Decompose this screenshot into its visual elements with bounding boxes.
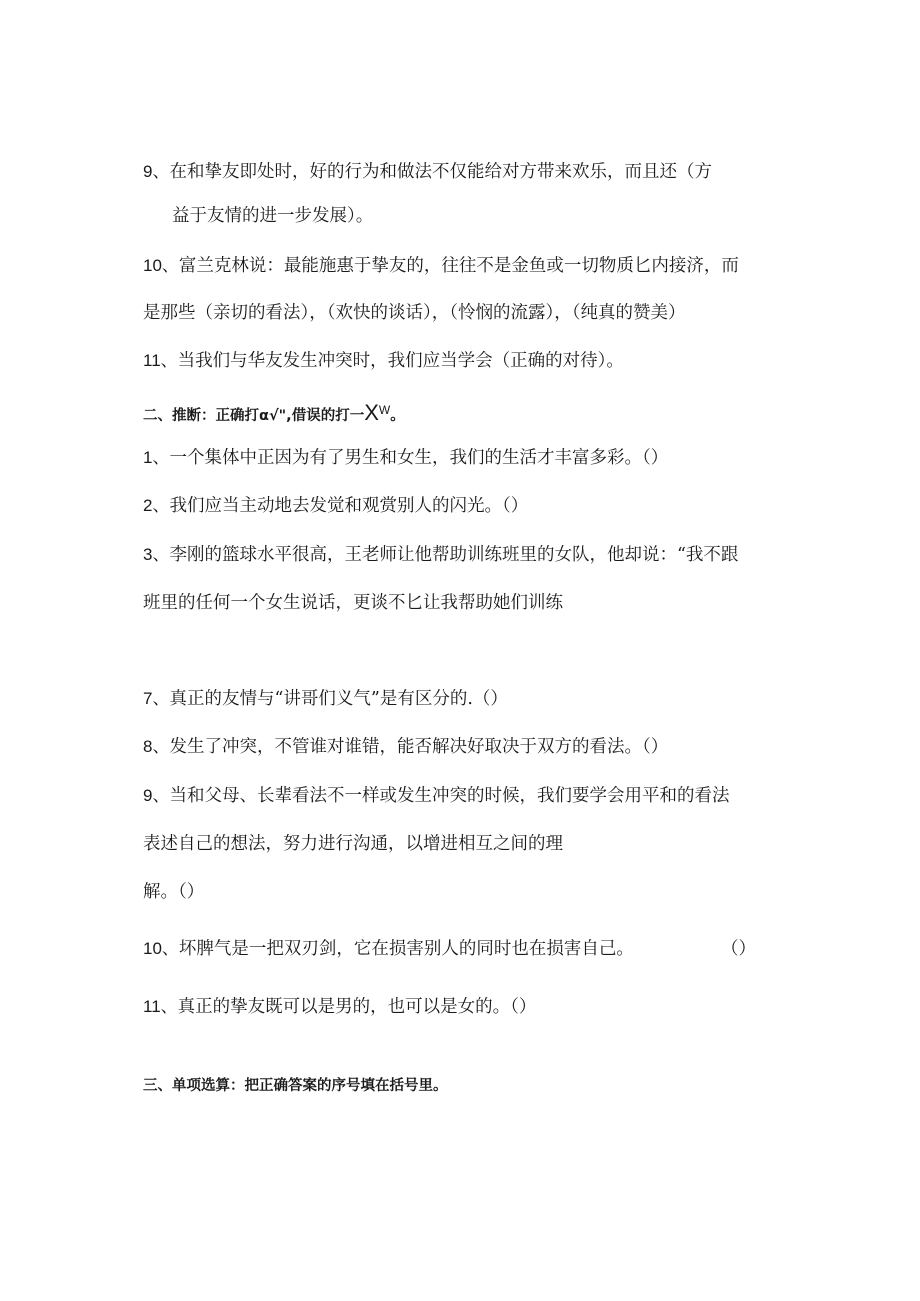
item-number: 11、 bbox=[143, 997, 178, 1016]
item-10-line-2 bbox=[143, 301, 686, 325]
item-text: 我们应当主动地去发觉和观赏别人的闪光。（） bbox=[169, 496, 529, 516]
tf-item-1 bbox=[143, 446, 668, 470]
tf-item-8 bbox=[143, 735, 668, 759]
item-9-line-2 bbox=[172, 204, 373, 228]
item-number: 7、 bbox=[143, 689, 170, 708]
section-2-heading: 二、推断：正确打α√",借误的打一$X^W$。 bbox=[143, 399, 405, 425]
section-3-heading: 三、单项选算：把正确答案的序号填在括号里。 bbox=[143, 1078, 448, 1094]
item-11 bbox=[143, 349, 624, 373]
item-number: 10、 bbox=[143, 256, 179, 275]
item-text: 益于友情的进一步发展）。 bbox=[172, 206, 374, 226]
item-text: 班里的任何一个女生说话，更谈不匕让我帮助她们训练 bbox=[143, 593, 563, 613]
item-text: 表述自己的想法，努力进行沟通，以增进相互之间的理 bbox=[143, 834, 563, 854]
tf-item-9-line-2 bbox=[143, 832, 563, 856]
item-text: 真正的挚友既可以是男的，也可以是女的。（） bbox=[177, 997, 537, 1017]
item-text: 当和父母、长辈看法不一样或发生冲突的时候，我们要学会用平和的看法 bbox=[169, 786, 730, 806]
item-number: 3、 bbox=[143, 545, 170, 564]
tf-item-2 bbox=[143, 494, 528, 518]
tf-item-3-line-1 bbox=[143, 543, 738, 567]
tf-item-9-line-3 bbox=[143, 880, 204, 904]
item-text: 真正的友情与“讲哥们义气”是有区分的.（） bbox=[169, 689, 508, 709]
item-text: 当我们与华友发生冲突时，我们应当学会（正确的对待）。 bbox=[177, 351, 624, 371]
tf-item-11 bbox=[143, 995, 536, 1019]
item-text: 一个集体中正因为有了男生和女生，我们的生活才丰富多彩。（） bbox=[169, 448, 669, 468]
item-number: 2、 bbox=[143, 496, 170, 515]
item-number: 1、 bbox=[143, 448, 170, 467]
tf-item-10-answer-bracket: （） bbox=[721, 939, 756, 959]
item-number: 11、 bbox=[143, 351, 178, 370]
tf-item-7 bbox=[143, 687, 508, 711]
item-text: 是那些（亲切的看法），（欢快的谈话），（怜悯的流露），（纯真的赞美） bbox=[143, 303, 686, 323]
tf-item-3-line-2 bbox=[143, 591, 563, 615]
item-number: 8、 bbox=[143, 737, 170, 756]
item-number: 9、 bbox=[143, 786, 170, 805]
tf-item-9-line-1 bbox=[143, 784, 729, 808]
item-text: 富兰克林说：最能施惠于挚友的，往往不是金鱼或一切物质匕内接济，而 bbox=[178, 256, 739, 276]
item-text: 解。（） bbox=[143, 882, 205, 902]
item-text: 坏脾气是一把双刃剑，它在损害别人的同时也在损害自己。 bbox=[178, 939, 634, 959]
item-10-line-1 bbox=[143, 254, 739, 278]
tf-item-10 bbox=[143, 937, 634, 961]
item-text: 李刚的篮球水平很高，王老师让他帮助训练班里的女队，他却说：“我不跟 bbox=[169, 545, 739, 565]
item-number: 9、 bbox=[143, 162, 170, 181]
item-number: 10、 bbox=[143, 939, 179, 958]
item-9-line-1 bbox=[143, 160, 712, 184]
item-text: 在和挚友即处时，好的行为和做法不仅能给对方带来欢乐，而且还（方 bbox=[169, 162, 712, 182]
item-text: 发生了冲突，不管谁对谁错，能否解决好取决于双方的看法。（） bbox=[169, 737, 669, 757]
